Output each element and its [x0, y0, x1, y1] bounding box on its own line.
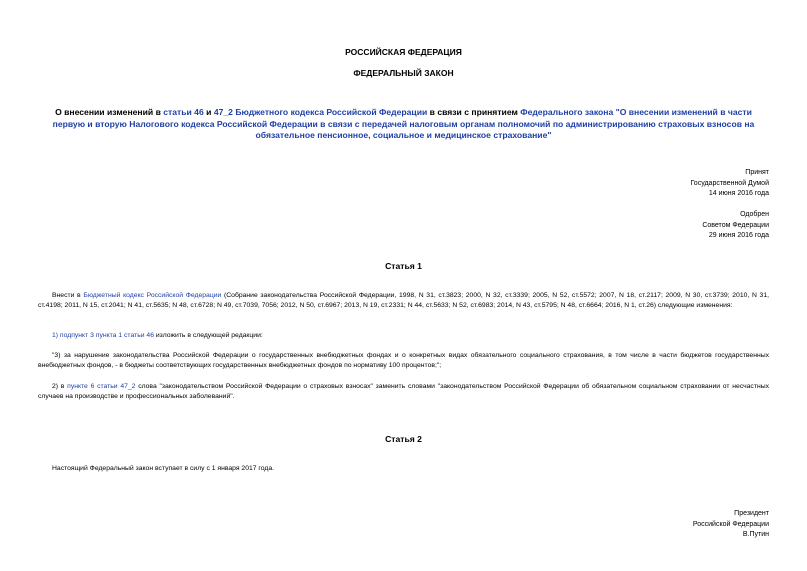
subclause-link[interactable]: 1) подпункт 3 пункта 1 статьи 46	[52, 332, 154, 339]
adopted-label: Принят	[745, 169, 769, 176]
title-text-3: в связи с принятием	[427, 107, 521, 117]
approved-label: Одобрен	[740, 211, 769, 218]
article-1-p2-text: изложить в следующей редакции:	[153, 332, 263, 339]
article-2-paragraph-1: Настоящий Федеральный закон вступает в силу с 1 января 2017 года.	[52, 465, 275, 472]
signature-name: В.Путин	[742, 531, 769, 538]
article-1-p4-text-1: 2) в	[52, 383, 68, 390]
article-1-paragraph-1	[38, 291, 769, 312]
country-heading: РОССИЙСКАЯ ФЕДЕРАЦИЯ	[345, 47, 462, 57]
adopted-body: Государственной Думой	[690, 179, 769, 187]
article-2-heading: Статья 2	[385, 434, 422, 444]
doc-type-heading: ФЕДЕРАЛЬНЫЙ ЗАКОН	[353, 68, 454, 78]
article-1-heading: Статья 1	[385, 261, 422, 271]
article-1-p1-text-1: Внести в	[52, 292, 84, 299]
signature-country: Российской Федерации	[692, 520, 769, 528]
adopted-date: 14 июня 2016 года	[708, 190, 769, 197]
document-title	[40, 107, 767, 142]
article-1-paragraph-3: "3) за нарушение законодательства Российской Федерации о государственных внебюджетных фондах и о конкретных видах обязательного социального страхования, в том числе в части бюджетов государственных внебюджетных фондов, - в бюджеты соответствующих государственных внебюджетных фондов по нормативу 100 процентов;";	[38, 352, 769, 370]
budget-code-link[interactable]: Бюджетный кодекс Российской Федерации	[83, 292, 222, 299]
article-1-p4-text-2: слова "законодательством Российской Федерации о страховых взносах" заменить словами "законодательством Российской Федерации об обязательном социальном страховании от несчастных случаев на производстве и профессиональных заболеваний".	[38, 383, 769, 401]
approved-block	[702, 210, 769, 242]
title-link-federal-law[interactable]: Федерального закона "О внесении изменений в части первую и вторую Налогового кодекса Российской Федерации в связи с передачей налоговым органам полномочий по администрированию страховых взносов на обязательное пенсионное, социальное и медицинское страхование"	[52, 107, 755, 140]
title-link-article-46[interactable]: статьи 46	[163, 107, 204, 117]
adopted-block	[690, 168, 769, 200]
clause-link[interactable]: пункте 6 статьи 47_2	[67, 383, 136, 390]
article-1-paragraph-4	[38, 382, 769, 403]
title-text-2: и	[203, 107, 214, 117]
approved-body: Советом Федерации	[702, 221, 769, 229]
approved-date: 29 июня 2016 года	[708, 232, 769, 239]
title-link-article-47-2[interactable]: 47_2 Бюджетного кодекса Российской Федерации	[213, 107, 428, 117]
signature-title: Президент	[734, 510, 769, 517]
signature-block	[693, 509, 769, 541]
article-1-p1-text-2: (Собрание законодательства Российской Федерации, 1998, N 31, ст.3823; 2000, N 32, ст.3339; 2005, N 52, ст.5572; 2007, N 18, ст.2117; 2009, N 30, ст.3739; 2010, N 31, ст.4198; 2011, N 15, ст.2041; N 41, ст.5635; N 48, ст.6728; N 49, ст.7039, 7056; 2012, N 50, ст.6967; 2013, N 19, ст.2331; N 44, ст.5633; N 52, ст.6983; 2014, N 43, ст.5795; N 48, ст.6664; 2016, N 1, ст.26) следующие изменения:	[38, 292, 769, 310]
title-text-1: О внесении изменений в	[55, 107, 164, 117]
article-1-paragraph-2	[38, 331, 769, 341]
